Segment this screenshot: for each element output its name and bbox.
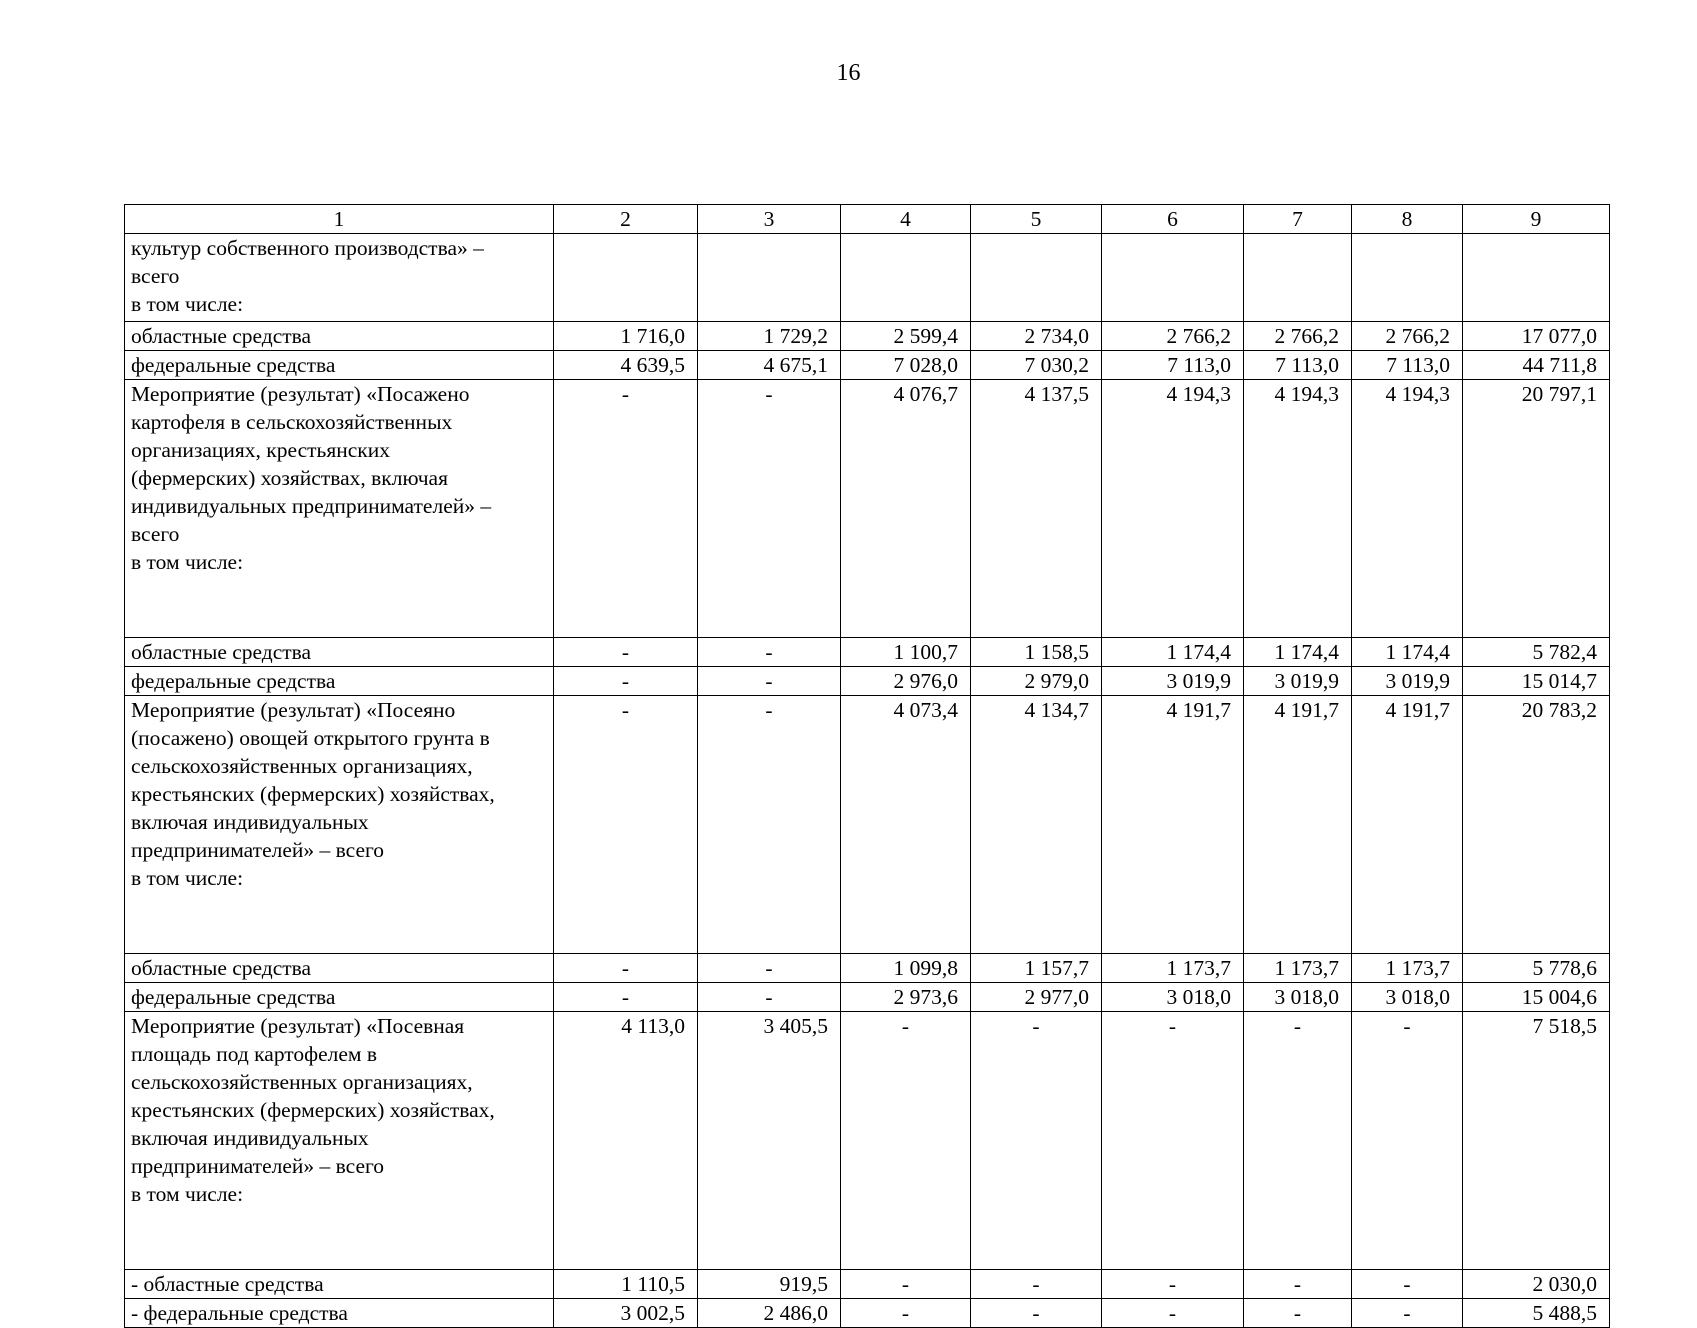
- cell-col-8: 4 191,7: [1352, 696, 1463, 954]
- table-row: [125, 1299, 1610, 1328]
- cell-col-6: 1 174,4: [1102, 638, 1244, 667]
- column-header: 2: [554, 205, 698, 234]
- table-row: [125, 380, 1610, 638]
- cell-col-4: 2 973,6: [841, 983, 971, 1012]
- cell-col-2: -: [554, 983, 698, 1012]
- cell-col-8: 3 018,0: [1352, 983, 1463, 1012]
- cell-col-4: -: [841, 1012, 971, 1270]
- cell-col-7: 7 113,0: [1244, 351, 1352, 380]
- table-row: [125, 234, 1610, 322]
- cell-col-6: 1 173,7: [1102, 954, 1244, 983]
- cell-col-3: 3 405,5: [698, 1012, 841, 1270]
- cell-col-2: 4 639,5: [554, 351, 698, 380]
- cell-col-8: 4 194,3: [1352, 380, 1463, 638]
- cell-col-6: 4 194,3: [1102, 380, 1244, 638]
- table-row: [125, 322, 1610, 351]
- cell-col-9: 44 711,8: [1463, 351, 1610, 380]
- cell-col-9: 5 782,4: [1463, 638, 1610, 667]
- cell-col-8: 2 766,2: [1352, 322, 1463, 351]
- cell-col-8: -: [1352, 1299, 1463, 1328]
- column-header: 8: [1352, 205, 1463, 234]
- row-label: культур собственного производства» – всего в том числе:: [125, 234, 554, 322]
- column-header: 1: [125, 205, 554, 234]
- page-number: 16: [836, 60, 861, 86]
- row-label: областные средства: [125, 954, 554, 983]
- cell-col-9: 20 797,1: [1463, 380, 1610, 638]
- cell-col-3: 2 486,0: [698, 1299, 841, 1328]
- cell-col-7: -: [1244, 1270, 1352, 1299]
- table-row: [125, 696, 1610, 954]
- cell-col-5: 7 030,2: [971, 351, 1102, 380]
- cell-col-7: 3 019,9: [1244, 667, 1352, 696]
- table-row: [125, 351, 1610, 380]
- cell-col-7: 1 174,4: [1244, 638, 1352, 667]
- cell-col-6: -: [1102, 1270, 1244, 1299]
- cell-col-3: -: [698, 696, 841, 954]
- cell-col-9: 7 518,5: [1463, 1012, 1610, 1270]
- cell-col-2: 1 110,5: [554, 1270, 698, 1299]
- cell-col-7: 4 194,3: [1244, 380, 1352, 638]
- cell-col-8: -: [1352, 1012, 1463, 1270]
- row-label: Мероприятие (результат) «Посажено картофеля в сельскохозяйственных организациях, крестьянских (фермерских) хозяйствах, включая индивидуальных предпринимателей» – всего в том числе:: [125, 380, 554, 638]
- cell-col-3: 919,5: [698, 1270, 841, 1299]
- cell-col-9: 20 783,2: [1463, 696, 1610, 954]
- row-label: Мероприятие (результат) «Посеяно (посажено) овощей открытого грунта в сельскохозяйственных организациях, крестьянских (фермерских) хозяйствах, включая индивидуальных предпринимателей» – всего в том числе:: [125, 696, 554, 954]
- cell-col-3: -: [698, 954, 841, 983]
- table-row: [125, 667, 1610, 696]
- column-header: 3: [698, 205, 841, 234]
- cell-col-4: 2 976,0: [841, 667, 971, 696]
- cell-col-4: 2 599,4: [841, 322, 971, 351]
- table-row: [125, 954, 1610, 983]
- cell-col-9: 15 004,6: [1463, 983, 1610, 1012]
- cell-col-9: 17 077,0: [1463, 322, 1610, 351]
- column-header: 7: [1244, 205, 1352, 234]
- row-label: Мероприятие (результат) «Посевная площадь под картофелем в сельскохозяйственных организациях, крестьянских (фермерских) хозяйствах, включая индивидуальных предпринимателей» – всего в том числе:: [125, 1012, 554, 1270]
- cell-col-6: 4 191,7: [1102, 696, 1244, 954]
- cell-col-4: 4 073,4: [841, 696, 971, 954]
- cell-col-5: 4 137,5: [971, 380, 1102, 638]
- cell-col-3: -: [698, 380, 841, 638]
- cell-col-6: 2 766,2: [1102, 322, 1244, 351]
- cell-col-2: -: [554, 380, 698, 638]
- cell-col-2: -: [554, 696, 698, 954]
- row-label: федеральные средства: [125, 667, 554, 696]
- budget-table: [124, 204, 1610, 1328]
- cell-col-7: 2 766,2: [1244, 322, 1352, 351]
- cell-col-7: -: [1244, 1299, 1352, 1328]
- row-label: - федеральные средства: [125, 1299, 554, 1328]
- cell-col-5: 4 134,7: [971, 696, 1102, 954]
- cell-col-2: -: [554, 954, 698, 983]
- row-label: федеральные средства: [125, 351, 554, 380]
- table-row: [125, 1270, 1610, 1299]
- cell-col-9: 2 030,0: [1463, 1270, 1610, 1299]
- cell-col-5: 1 157,7: [971, 954, 1102, 983]
- cell-col-8: 1 173,7: [1352, 954, 1463, 983]
- cell-col-7: 1 173,7: [1244, 954, 1352, 983]
- cell-col-7: [1244, 234, 1352, 322]
- cell-col-8: 1 174,4: [1352, 638, 1463, 667]
- column-header: 4: [841, 205, 971, 234]
- cell-col-3: [698, 234, 841, 322]
- cell-col-2: 4 113,0: [554, 1012, 698, 1270]
- table-body: [125, 205, 1610, 1328]
- table-row: [125, 1012, 1610, 1270]
- cell-col-2: -: [554, 638, 698, 667]
- cell-col-3: 4 675,1: [698, 351, 841, 380]
- cell-col-4: -: [841, 1299, 971, 1328]
- cell-col-3: 1 729,2: [698, 322, 841, 351]
- cell-col-5: -: [971, 1270, 1102, 1299]
- row-label: - областные средства: [125, 1270, 554, 1299]
- cell-col-4: 4 076,7: [841, 380, 971, 638]
- cell-col-4: 1 100,7: [841, 638, 971, 667]
- cell-col-5: -: [971, 1012, 1102, 1270]
- cell-col-3: -: [698, 983, 841, 1012]
- cell-col-4: -: [841, 1270, 971, 1299]
- cell-col-2: [554, 234, 698, 322]
- column-header: 5: [971, 205, 1102, 234]
- cell-col-3: -: [698, 638, 841, 667]
- cell-col-5: -: [971, 1299, 1102, 1328]
- cell-col-2: 1 716,0: [554, 322, 698, 351]
- cell-col-7: -: [1244, 1012, 1352, 1270]
- cell-col-5: 1 158,5: [971, 638, 1102, 667]
- cell-col-9: 15 014,7: [1463, 667, 1610, 696]
- column-header: 6: [1102, 205, 1244, 234]
- row-label: областные средства: [125, 322, 554, 351]
- header-row: [125, 205, 1610, 234]
- cell-col-5: 2 977,0: [971, 983, 1102, 1012]
- cell-col-6: 3 018,0: [1102, 983, 1244, 1012]
- cell-col-9: 5 488,5: [1463, 1299, 1610, 1328]
- cell-col-9: [1463, 234, 1610, 322]
- cell-col-7: 4 191,7: [1244, 696, 1352, 954]
- cell-col-8: [1352, 234, 1463, 322]
- cell-col-9: 5 778,6: [1463, 954, 1610, 983]
- table-row: [125, 638, 1610, 667]
- table-row: [125, 983, 1610, 1012]
- cell-col-6: -: [1102, 1012, 1244, 1270]
- cell-col-2: -: [554, 667, 698, 696]
- column-header: 9: [1463, 205, 1610, 234]
- cell-col-8: 3 019,9: [1352, 667, 1463, 696]
- cell-col-5: 2 979,0: [971, 667, 1102, 696]
- cell-col-5: 2 734,0: [971, 322, 1102, 351]
- cell-col-6: [1102, 234, 1244, 322]
- row-label: федеральные средства: [125, 983, 554, 1012]
- cell-col-4: 7 028,0: [841, 351, 971, 380]
- cell-col-6: 3 019,9: [1102, 667, 1244, 696]
- cell-col-2: 3 002,5: [554, 1299, 698, 1328]
- cell-col-5: [971, 234, 1102, 322]
- cell-col-3: -: [698, 667, 841, 696]
- cell-col-6: -: [1102, 1299, 1244, 1328]
- row-label: областные средства: [125, 638, 554, 667]
- cell-col-8: -: [1352, 1270, 1463, 1299]
- cell-col-8: 7 113,0: [1352, 351, 1463, 380]
- cell-col-4: [841, 234, 971, 322]
- cell-col-6: 7 113,0: [1102, 351, 1244, 380]
- cell-col-7: 3 018,0: [1244, 983, 1352, 1012]
- cell-col-4: 1 099,8: [841, 954, 971, 983]
